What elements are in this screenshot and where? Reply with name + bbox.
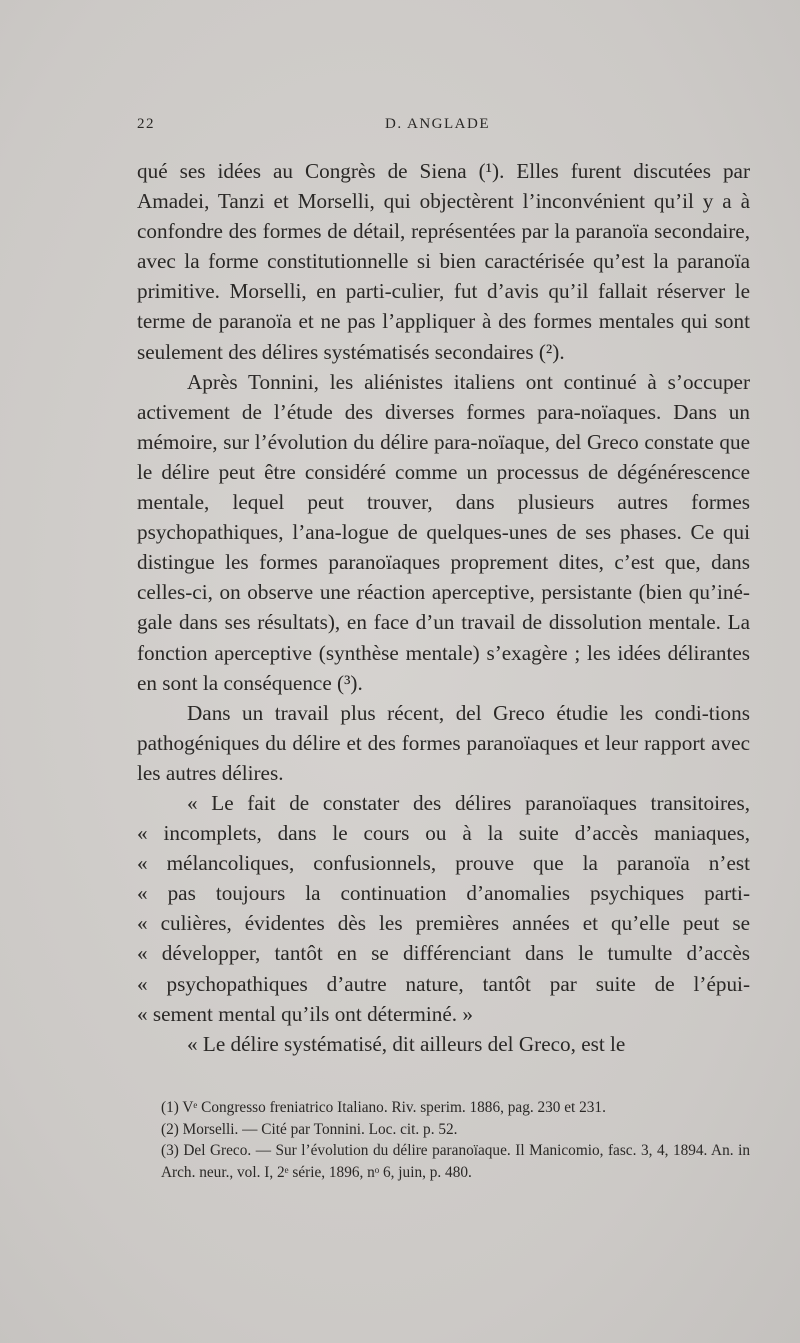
paragraph: Après Tonnini, les aliénistes italiens ont continué à s’occuper activement de l’étude des diverses formes para-noïaques. Dans un mémoire, sur l’évolution du délire para-noïaque, del Greco constate que le délire peut être considéré comme un processus de dégénérescence mentale, lequel peut trouver, dans plusieurs autres formes psychopathiques, l’ana-logue de quelques-unes de ses phases. Ce qui distingue les formes paranoïaques proprement dites, c’est que, dans celles-ci, on observe une réaction aperceptive, persistante (bien qu’iné-gale dans ses résultats), en face d’un travail de dissolution mentale. La fonction aperceptive (synthèse mentale) s’exagère ; les idées délirantes en sont la conséquence (³). (137, 369, 750, 695)
footnote: (3) Del Greco. — Sur l’évolution du délire paranoïaque. Il Manicomio, fasc. 3, 4, 1894. An. in Arch. neur., vol. I, 2ᵉ série, 1896, nᵒ 6, juin, p. 480. (161, 1142, 750, 1181)
quote-line: « mélancoliques, confusionnels, prouve que la paranoïa n’est (137, 851, 750, 876)
page-header (137, 116, 750, 140)
quote-line: « sement mental qu’ils ont déterminé. » (137, 1001, 473, 1026)
quote-line: « pas toujours la continuation d’anomalies psychiques parti- (137, 881, 750, 906)
quote-line: « psychopathiques d’autre nature, tantôt par suite de l’épui- (137, 971, 750, 996)
body-text (137, 156, 750, 1059)
footnote: (2) Morselli. — Cité par Tonnini. Loc. cit. p. 52. (161, 1120, 458, 1138)
page-number: 22 (137, 116, 155, 132)
paragraph: « Le délire systématisé, dit ailleurs del Greco, est le (187, 1031, 626, 1056)
running-head: D. ANGLADE (385, 116, 490, 132)
quote-line: « développer, tantôt en se différenciant dans le tumulte d’accès (137, 941, 750, 966)
quote-line: « incomplets, dans le cours ou à la suite d’accès maniaques, (137, 821, 750, 846)
quotation (137, 788, 750, 1029)
paragraph: qué ses idées au Congrès de Siena (¹). Elles furent discutées par Amadei, Tanzi et Morselli, qui objectèrent l’inconvénient qu’il y a à confondre des formes de détail, représentées par la paranoïa secondaire, avec la forme constitutionnelle si bien caractérisée qu’est la paranoïa primitive. Morselli, en parti-culier, fut d’avis qu’il fallait réserver le terme de paranoïa et ne pas l’appliquer à des formes mentales qui sont seulement des délires systématisés secondaires (²). (137, 159, 750, 364)
footnote: (1) Vᵉ Congresso freniatrico Italiano. Riv. sperim. 1886, pag. 230 et 231. (161, 1099, 606, 1116)
quote-line: « culières, évidentes dès les premières années et qu’elle peut se (137, 911, 750, 936)
footnotes (137, 1097, 750, 1183)
quote-line: « Le fait de constater des délires paranoïaques transitoires, (187, 790, 750, 815)
paragraph: Dans un travail plus récent, del Greco étudie les condi-tions pathogéniques du délire et des formes paranoïaques et leur rapport avec les autres délires. (137, 700, 750, 785)
